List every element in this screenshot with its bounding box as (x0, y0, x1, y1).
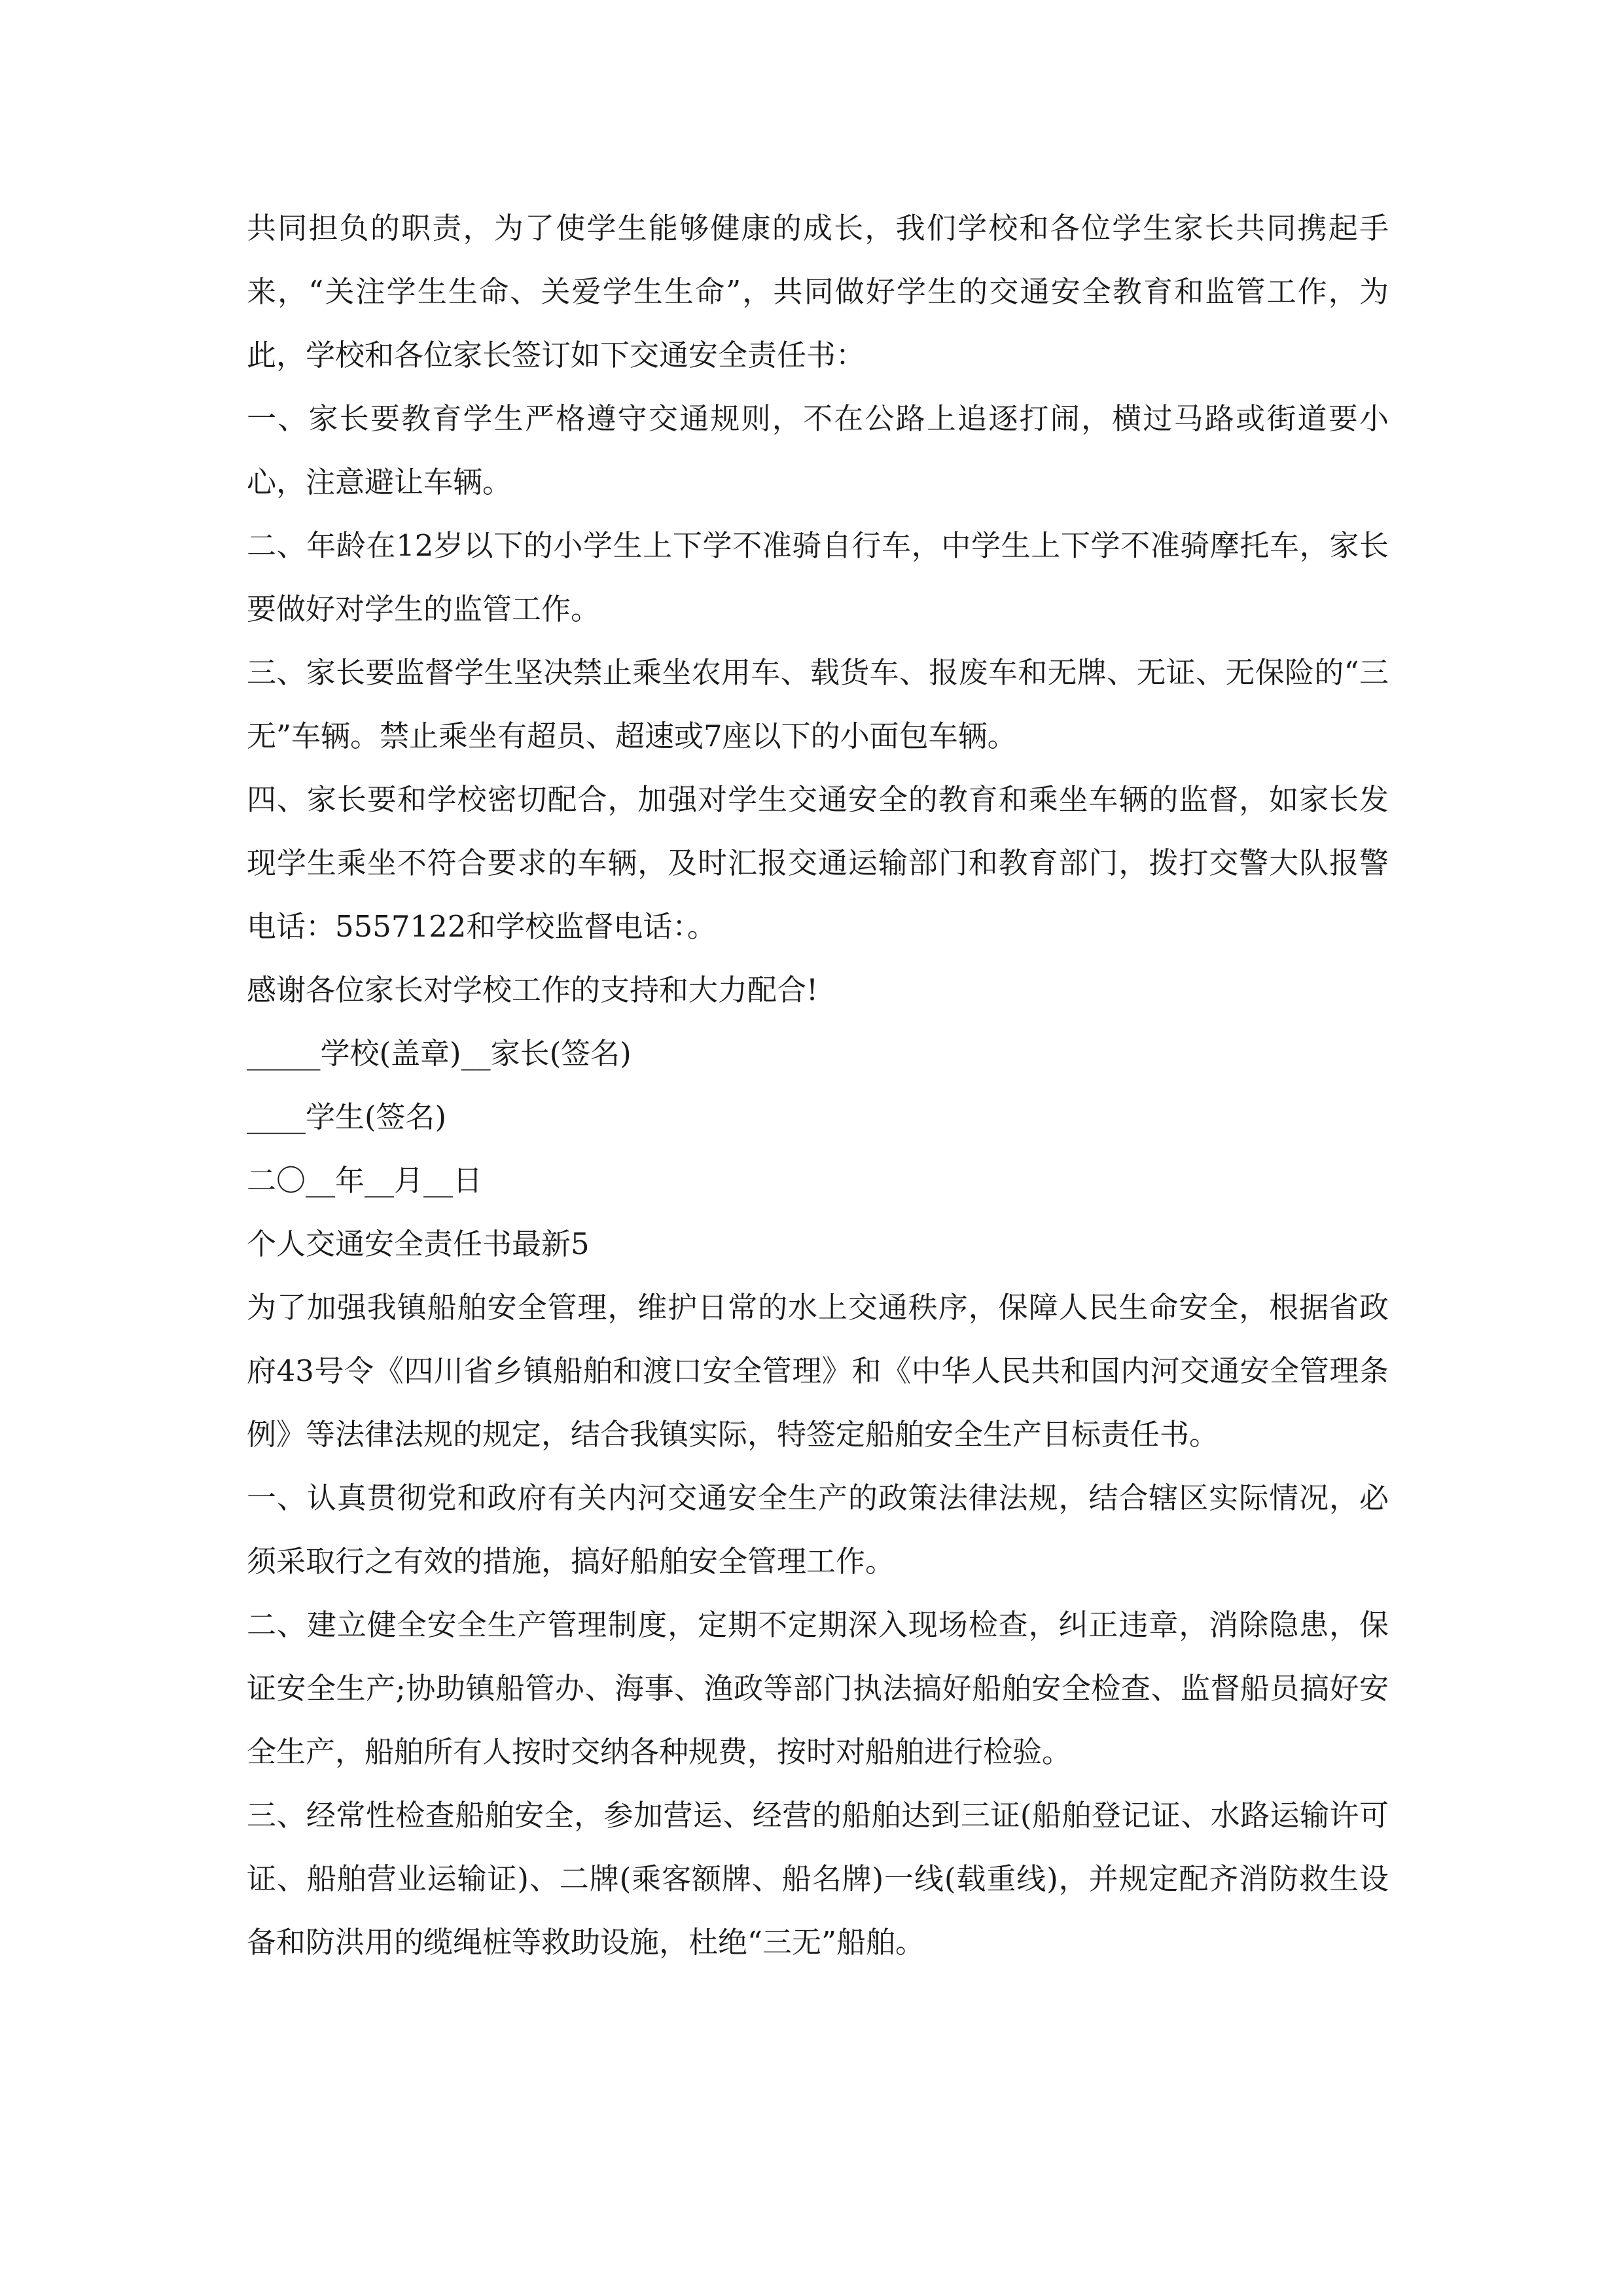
signature-school-parent: _____学校(盖章)__家长(签名) (247, 1036, 632, 1071)
signature-student: ____学生(签名) (247, 1100, 447, 1134)
paragraph-item-3: 三、家长要监督学生坚决禁止乘坐农用车、载货车、报废车和无牌、无证、无保险的“三无”车辆。禁止乘坐有超员、超速或7座以下的小面包车辆。 (247, 655, 1389, 753)
section-heading: 个人交通安全责任书最新5 (247, 1227, 590, 1261)
paragraph-intro: 共同担负的职责，为了使学生能够健康的成长，我们学校和各位学生家长共同携起手来，“关注学生生命、关爱学生生命”，共同做好学生的交通安全教育和监管工作，为此，学校和各位家长签订如下交通安全责任书： (247, 211, 1389, 372)
paragraph-ship-item-3: 三、经常性检查船舶安全，参加营运、经营的船舶达到三证(船舶登记证、水路运输许可证、船舶营业运输证)、二牌(乘客额牌、船名牌)一线(载重线)，并规定配齐消防救生设备和防洪用的缆绳桩等救助设施，杜绝“三无”船舶。 (247, 1798, 1389, 1960)
paragraph-thanks: 感谢各位家长对学校工作的支持和大力配合! (247, 973, 819, 1007)
paragraph-item-1: 一、家长要教育学生严格遵守交通规则，不在公路上追逐打闹，横过马路或街道要小心，注意避让车辆。 (247, 401, 1389, 499)
paragraph-ship-item-2: 二、建立健全安全生产管理制度，定期不定期深入现场检查，纠正违章，消除隐患，保证安全生产;协助镇船管办、海事、渔政等部门执法搞好船舶安全检查、监督船员搞好安全生产，船舶所有人按时交纳各种规费，按时对船舶进行检验。 (247, 1607, 1389, 1769)
paragraph-ship-item-1: 一、认真贯彻党和政府有关内河交通安全生产的政策法律法规，结合辖区实际情况，必须采取行之有效的措施，搞好船舶安全管理工作。 (247, 1480, 1389, 1579)
paragraph-item-2: 二、年龄在12岁以下的小学生上下学不准骑自行车，中学生上下学不准骑摩托车，家长要做好对学生的监管工作。 (247, 528, 1389, 626)
signature-date: 二〇__年__月__日 (247, 1163, 483, 1198)
document-body (247, 196, 1389, 1974)
paragraph-item-4: 四、家长要和学校密切配合，加强对学生交通安全的教育和乘坐车辆的监督，如家长发现学生乘坐不符合要求的车辆，及时汇报交通运输部门和教育部门，拨打交警大队报警电话：5557122和学校监督电话：。 (247, 782, 1389, 944)
paragraph-ship-intro: 为了加强我镇船舶安全管理，维护日常的水上交通秩序，保障人民生命安全，根据省政府43号令《四川省乡镇船舶和渡口安全管理》和《中华人民共和国内河交通安全管理条例》等法律法规的规定，结合我镇实际，特签定船舶安全生产目标责任书。 (247, 1290, 1389, 1452)
